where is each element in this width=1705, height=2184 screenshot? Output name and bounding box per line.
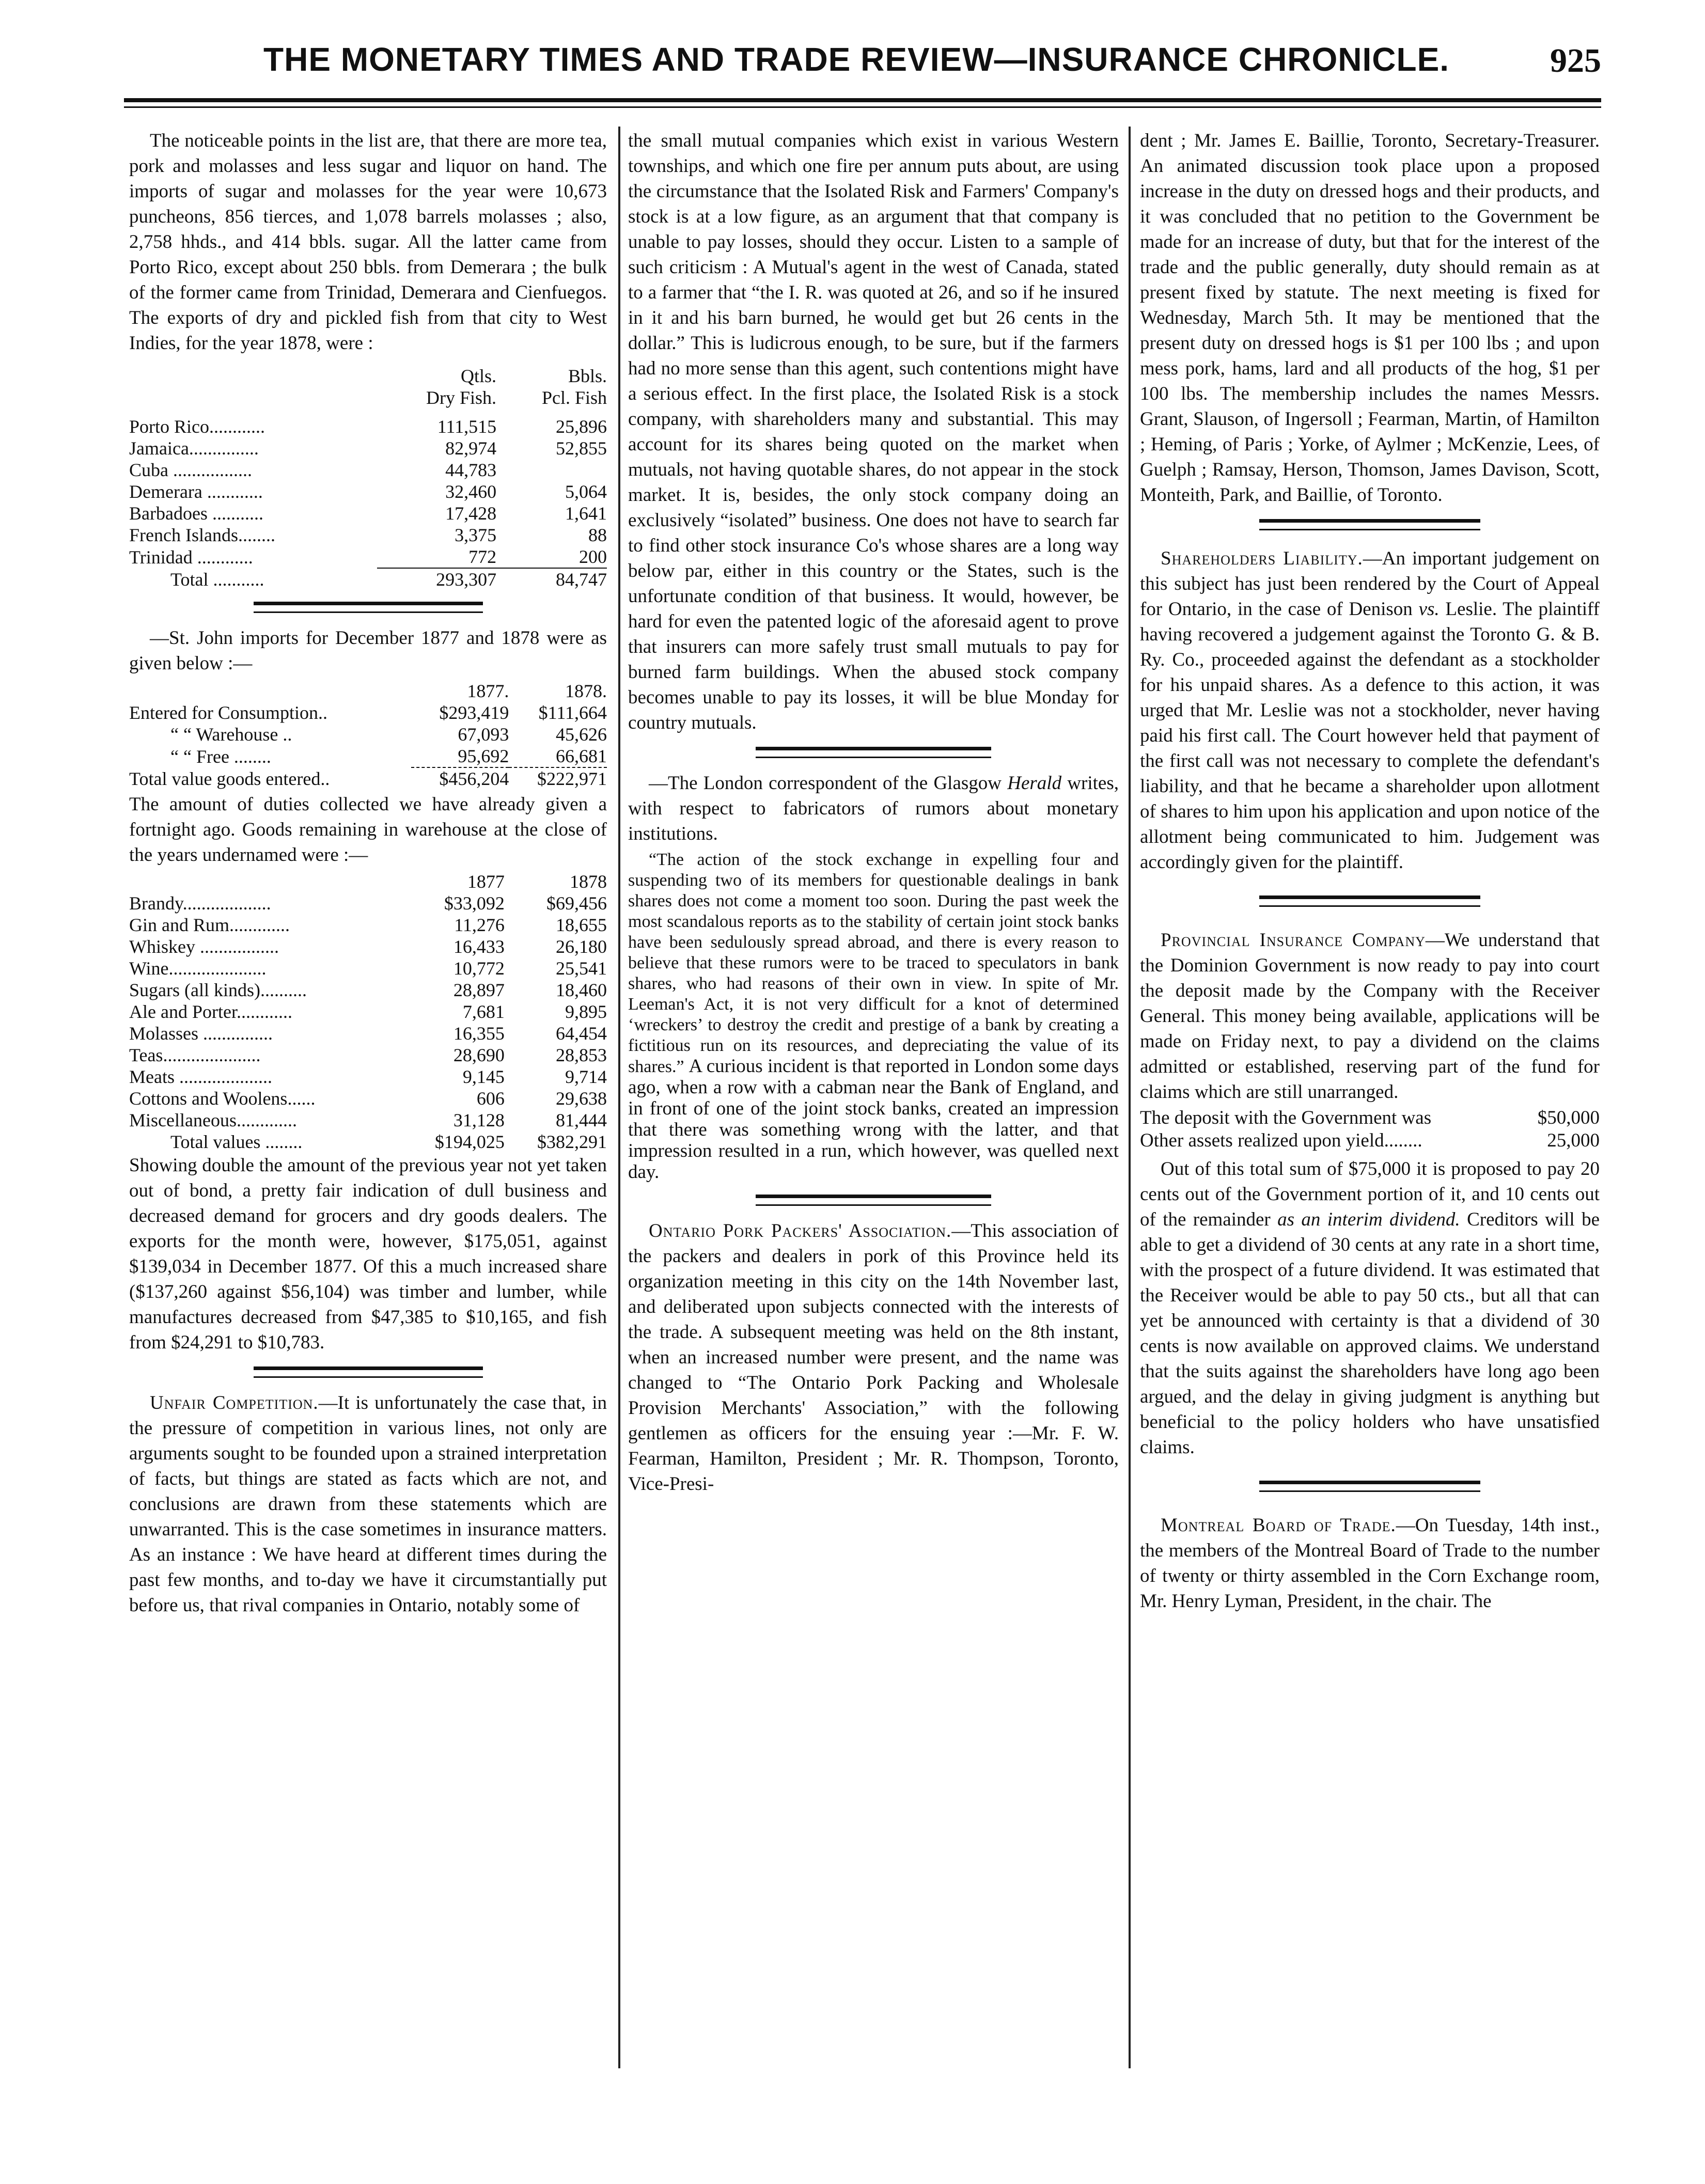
section-separator: [254, 602, 483, 613]
table-row: Brandy................... $33,092 $69,456: [129, 893, 607, 914]
ontario-pork-article: Ontario Pork Packers' Association.—This association of the packers and dealers in pork of this Province held its organization meeting in this city on the 14th November last, and deliberated upon subjects connected with the interests of the trade. A subsequent meeting was held on the 8th instant, when an increased number were present, and the name was changed to “The Ontario Pork Packing and Wholesale Provision Merchants' Association,” with the following gentlemen as officers for the ensuing year :—Mr. F. W. Fearman, Hamilton, President ; Mr. R. Thompson, Toronto, Vice-Presi-: [628, 1220, 1119, 1495]
table-row: The deposit with the Government was $50,000: [1140, 1107, 1600, 1128]
article-heading: Unfair Competition.: [150, 1392, 319, 1413]
table-row: Whiskey ................. 16,433 26,180: [129, 936, 607, 957]
column-header: 1877: [467, 871, 505, 892]
section-separator: [756, 1195, 991, 1206]
article-heading: Provincial Insurance Company: [1161, 930, 1426, 951]
article-heading: Ontario Pork Packers' Association.: [649, 1220, 952, 1242]
table-header-row: [129, 680, 607, 702]
mutual-paragraph: the small mutual companies which exist in various Western townships, and which one fire per annum puts about, are using the circumstance that the Isolated Risk and Farmers' Company's stock is at a low figure, as an argument that that company is unable to pay losses, should they occur. Listen to a sample of such criticism : A Mutual's agent in the west of Canada, stated to a farmer that “the I. R. was quoted at 26, and so if he insured in it and his barn burned, he would get but 26 cents in the dollar.” This is ludicrous enough, to be sure, but if the farmers had no more sense than this agent, such contentions might have a serious effect. In the first place, the Isolated Risk is a stock company, with shareholders many and substantial. This may account for its shares being quoted on the market when mutuals, not having quotable shares, do not appear in the stock market. It is, besides, the only stock company doing an exclusively “isolated” business. One does not have to search far to find other stock insurance Co's whose shares are a long way below par, either in this country or the States, such is the unfortunate condition of that business. It would, however, be hard for even the patented logic of the aforesaid agent to prove that insurers can more safely trust small mutuals to pay for burned farm buildings. When the abused stock company becomes unable to pay its losses, it will be blue Monday for country mutuals.: [628, 130, 1119, 733]
table-total-row: Total values ........ $194,025 $382,291: [170, 1132, 607, 1152]
table-row: French Islands........ 3,375 88: [129, 525, 607, 545]
column-header: 1878: [570, 871, 607, 892]
london-intro: —The London correspondent of the Glasgow Herald writes, with respect to fabricators of rumors about monetary institutions.: [628, 773, 1119, 844]
table-row: Trinidad ............ 772 200: [129, 546, 607, 568]
duties-paragraph: The amount of duties collected we have already given a fortnight ago. Goods remaining in warehouse at the close of the years undernamed were :—: [129, 794, 607, 866]
fish-exports-table: [129, 365, 607, 590]
table-total-row: Total value goods entered.. $456,204 $222,971: [129, 768, 607, 789]
table-row: Teas..................... 28,690 28,853: [129, 1045, 607, 1065]
table-row: Jamaica............... 82,974 52,855: [129, 438, 607, 459]
column-divider-2: [1129, 127, 1131, 2068]
table-row: Porto Rico............ 111,515 25,896: [129, 416, 607, 437]
table-row: Miscellaneous............. 31,128 81,444: [129, 1110, 607, 1130]
outof-paragraph: Out of this total sum of $75,000 it is proposed to pay 20 cents out of the Government portion of it, and 10 cents out of the remainder as an interim dividend. Creditors will be able to get a dividend of 30 cents at any rate in a short time, with the prospect of a future dividend. It was estimated that the Receiver would be able to pay 50 cts., but all that can yet be announced with certainty is that a dividend of 30 cents is now available on approved claims. We understand that the suits against the shareholders have long ago been argued, and the delay in giving judgment is anything but beneficial to the policy holders who have unsatisfied claims.: [1140, 1158, 1600, 1458]
table-row: Barbadoes ........... 17,428 1,641: [129, 503, 607, 524]
section-separator: [756, 747, 991, 758]
table-row: Sugars (all kinds).......... 28,897 18,460: [129, 980, 607, 1000]
table-row: Other assets realized upon yield........ 25,000: [1140, 1130, 1600, 1151]
table-row: Demerara ............ 32,460 5,064: [129, 481, 607, 502]
column-header: Pcl. Fish: [541, 387, 607, 408]
column-header: 1877.: [467, 681, 509, 701]
table-row: Cottons and Woolens...... 606 29,638: [129, 1088, 607, 1109]
deposit-table: [1140, 1107, 1600, 1152]
article-heading: Montreal Board of Trade.: [1161, 1515, 1396, 1536]
page-number: 925: [1550, 42, 1601, 80]
header-rule-thick: [124, 98, 1601, 102]
section-separator: [1259, 895, 1480, 907]
column-1: [129, 128, 607, 1618]
warehouse-table: [129, 871, 607, 1153]
column-header: 1878.: [565, 681, 607, 701]
imports-paragraph: The noticeable points in the list are, that there are more tea, pork and molasses and less sugar and liquor on hand. The imports of sugar and molasses for the year were 10,673 puncheons, 856 tierces, and 1,078 barrels molasses ; also, 2,758 hhds., and 414 bbls. sugar. All the latter came from Porto Rico, except about 250 bbls. from Demerara ; the bulk of the former came from Trinidad, Demerara and Cienfuegos. The exports of dry and pickled fish from that city to West Indies, for the year 1878, were :: [129, 130, 607, 354]
column-3: [1140, 128, 1600, 1614]
provincial-insurance-article: Provincial Insurance Company—We understand that the Dominion Government is now ready to pay into court the deposit made by the Company with the Receiver General. This money being available, applications will be made on Friday next, to pay a dividend on the claims admitted or established, reserving part of the fund for claims which are still unarranged.: [1140, 930, 1600, 1103]
table-header-row: [129, 365, 607, 387]
column-2: [628, 128, 1119, 1497]
stjohn-intro: —St. John imports for December 1877 and 1878 were as given below :—: [129, 627, 607, 674]
montreal-board-article: Montreal Board of Trade.—On Tuesday, 14th inst., the members of the Montreal Board of Trade to the number of twenty or thirty assembled in the Corn Exchange room, Mr. Henry Lyman, President, in the chair. The: [1140, 1515, 1600, 1612]
section-separator: [1259, 1481, 1480, 1492]
table-row: Cuba ................. 44,783: [129, 460, 497, 480]
header-rule-thin: [124, 106, 1601, 108]
table-row: Molasses ............... 16,355 64,454: [129, 1023, 607, 1044]
quoted-passage: “The action of the stock exchange in expelling four and suspending two of its members for questionable dealings in bank shares does not come a moment too soon. During the past week the most scandalous reports as to the stability of certain joint stock banks have been sedulously spread abroad, and there is every reason to believe that these rumors were to be traced to speculators in bank shares, who had reasons of their own in view. In spite of Mr. Leeman's Act, it is not very difficult for a knot of determined ‘wreckers’ to destroy the credit and prestige of a bank by creating a fictitious run on its resources, and depreciating the value of its shares.” A curious incident is that reported in London some days ago, when a row with a cabman near the Bank of England, and in front of one of the joint stock banks, created an impression that there was something wrong with the latter, and that impression resulted in a run, which however, was quelled next day.: [628, 850, 1119, 1183]
page-header: [124, 21, 1601, 98]
table-row: Gin and Rum............. 11,276 18,655: [129, 915, 607, 935]
section-separator: [1259, 519, 1480, 530]
table-row: Meats .................... 9,145 9,714: [129, 1066, 607, 1087]
column-header: Dry Fish.: [426, 387, 497, 408]
pork-continuation: dent ; Mr. James E. Baillie, Toronto, Secretary-Treasurer. An animated discussion took place upon a proposed increase in the duty on dressed hogs and their products, and it was concluded that no petition to the Government be made for an increase of duty, but that for the interest of the trade and the public generally, duty should remain as at present fixed by statute. The next meeting is fixed for Wednesday, March 5th. It may be mentioned that the present duty on dressed hogs is $1 per 100 lbs ; and upon mess pork, hams, lard and all products of the hog, $1 per 100 lbs. The membership includes the names Messrs. Grant, Slauson, of Ingersoll ; Fearman, Martin, of Hamilton ; Heming, of Paris ; Yorke, of Aylmer ; McKenzie, Lees, of Guelph ; Ramsay, Herson, Thomson, James Davison, Scott, Monteith, Park, and Baillie, of Toronto.: [1140, 130, 1600, 506]
column-header: Qtls.: [461, 366, 497, 386]
table-row: “ “ Warehouse .. 67,093 45,626: [170, 724, 607, 745]
column-divider-1: [618, 127, 620, 2068]
unfair-competition-article: Unfair Competition.—It is unfortunately the case that, in the pressure of competition in various lines, not only are arguments sought to be founded upon a strained interpretation of facts, but things are stated as facts which are not, and conclusions are drawn from these statements which are unwarranted. This is the case sometimes in insurance matters. As an instance : We have heard at different times during the past few months, and to-day we have it circumstantially put before us, that rival companies in Ontario, notably some of: [129, 1392, 607, 1616]
shareholders-liability-article: Shareholders Liability.—An important judgement on this subject has just been rendered by the Court of Appeal for Ontario, in the case of Denison vs. Leslie. The plaintiff having recovered a judgement against the Toronto G. & B. Ry. Co., proceeded against the defendant as a stockholder for his unpaid shares. As a defence to this action, it was urged that Mr. Leslie was not a stockholder, never having paid his first call. The Court however held that payment of the first call was not necessary to complete the defendant's liability, and that he became a shareholder upon allotment of shares to him upon his application and upon notice of the allotment being communicated to him. Judgement was accordingly given for the plaintiff.: [1140, 548, 1600, 873]
table-total-row: Total ........... 293,307 84,747: [170, 569, 607, 590]
table-header-row: [129, 387, 607, 408]
running-title: THE MONETARY TIMES AND TRADE REVIEW—INSURANCE CHRONICLE.: [263, 41, 1450, 78]
article-heading: Shareholders Liability.: [1161, 548, 1363, 569]
stjohn-imports-table: [129, 680, 607, 790]
column-header: Bbls.: [568, 366, 607, 386]
section-separator: [254, 1366, 483, 1378]
table-row: “ “ Free ........ 95,692 66,681: [170, 746, 607, 767]
table-row: Entered for Consumption.. $293,419 $111,664: [129, 702, 607, 723]
table-row: Ale and Porter............ 7,681 9,895: [129, 1001, 607, 1022]
table-row: Wine..................... 10,772 25,541: [129, 958, 607, 979]
table-header-row: [129, 871, 607, 892]
showing-paragraph: Showing double the amount of the previous year not yet taken out of bond, a pretty fair indication of dull business and decreased demand for grocers and dry goods dealers. The exports for the month were, however, $175,051, against $139,034 in December 1877. Of this a much increased share ($137,260 against $56,104) was timber and lumber, while manufactures decreased from $47,385 to $10,165, and fish from $24,291 to $10,783.: [129, 1155, 607, 1353]
